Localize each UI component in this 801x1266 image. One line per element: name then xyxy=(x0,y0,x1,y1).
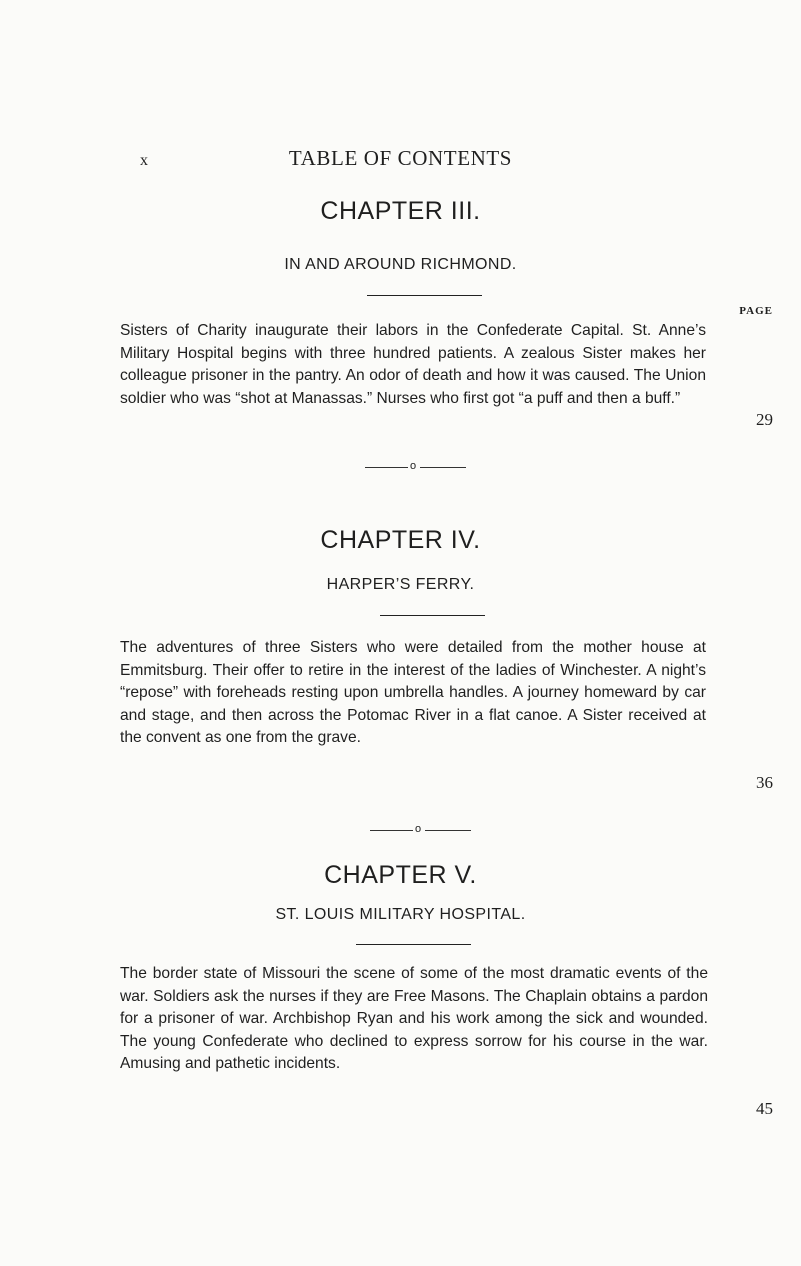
chapter-rule xyxy=(356,944,471,945)
page-column-label: PAGE xyxy=(739,305,773,317)
chapter-summary: The border state of Missouri the scene of some of the most dramatic events of the war. Soldiers ask the nurses if they are Free Masons. The Chaplain obtains a pardon for a prisoner of war. Archbishop Ryan and his work among the sick and wounded. The young Confederate who declined to express sorrow for his course in the war. Amusing and pathetic incidents. xyxy=(120,965,708,1072)
divider-line xyxy=(370,830,413,831)
chapter-summary: The adventures of three Sisters who were detailed from the mother house at Emmitsburg. Their offer to retire in the interest of the ladies of Winchester. A night’s “repose” with foreheads resting upon umbrella handles. A journey homeward by car and stage, and then across the Potomac River in a flat canoe. A Sister received at the convent as one from the grave. xyxy=(120,639,706,746)
divider-line xyxy=(365,467,408,468)
page-number-roman: x xyxy=(140,152,149,169)
divider-mark: o xyxy=(410,460,417,472)
chapter-summary-text: Sisters of Charity inaugurate their labors in the Confederate Capital. St. Anne’s Military Hospital begins with three hundred patients. A zealous Sister makes her colleague prisoner in the pantry. An odor of death and how it was caused. The Union soldier who was “shot at Manassas.” Nurses who first got “a puff and then a buff.” xyxy=(120,322,706,407)
chapter-summary xyxy=(120,320,706,410)
chapter-page-number: 29 xyxy=(756,410,773,429)
chapter-subtitle: IN AND AROUND RICHMOND. xyxy=(284,256,517,273)
section-divider xyxy=(370,824,480,836)
page-header xyxy=(0,146,801,176)
chapter-rule xyxy=(367,295,482,296)
chapter-subtitle: ST. LOUIS MILITARY HOSPITAL. xyxy=(275,906,526,923)
divider-line xyxy=(420,467,466,468)
chapter-title: CHAPTER III. xyxy=(320,197,481,225)
running-head: TABLE OF CONTENTS xyxy=(288,146,513,170)
chapter-title: CHAPTER V. xyxy=(324,861,477,889)
chapter-subtitle: HARPER’S FERRY. xyxy=(326,576,475,593)
chapter-rule xyxy=(380,615,485,616)
divider-mark: o xyxy=(415,823,422,835)
divider-line xyxy=(425,830,471,831)
chapter-page-number: 45 xyxy=(756,1099,773,1118)
chapter-page-number: 36 xyxy=(756,773,773,792)
chapter-title: CHAPTER IV. xyxy=(320,526,481,554)
section-divider xyxy=(365,461,475,473)
